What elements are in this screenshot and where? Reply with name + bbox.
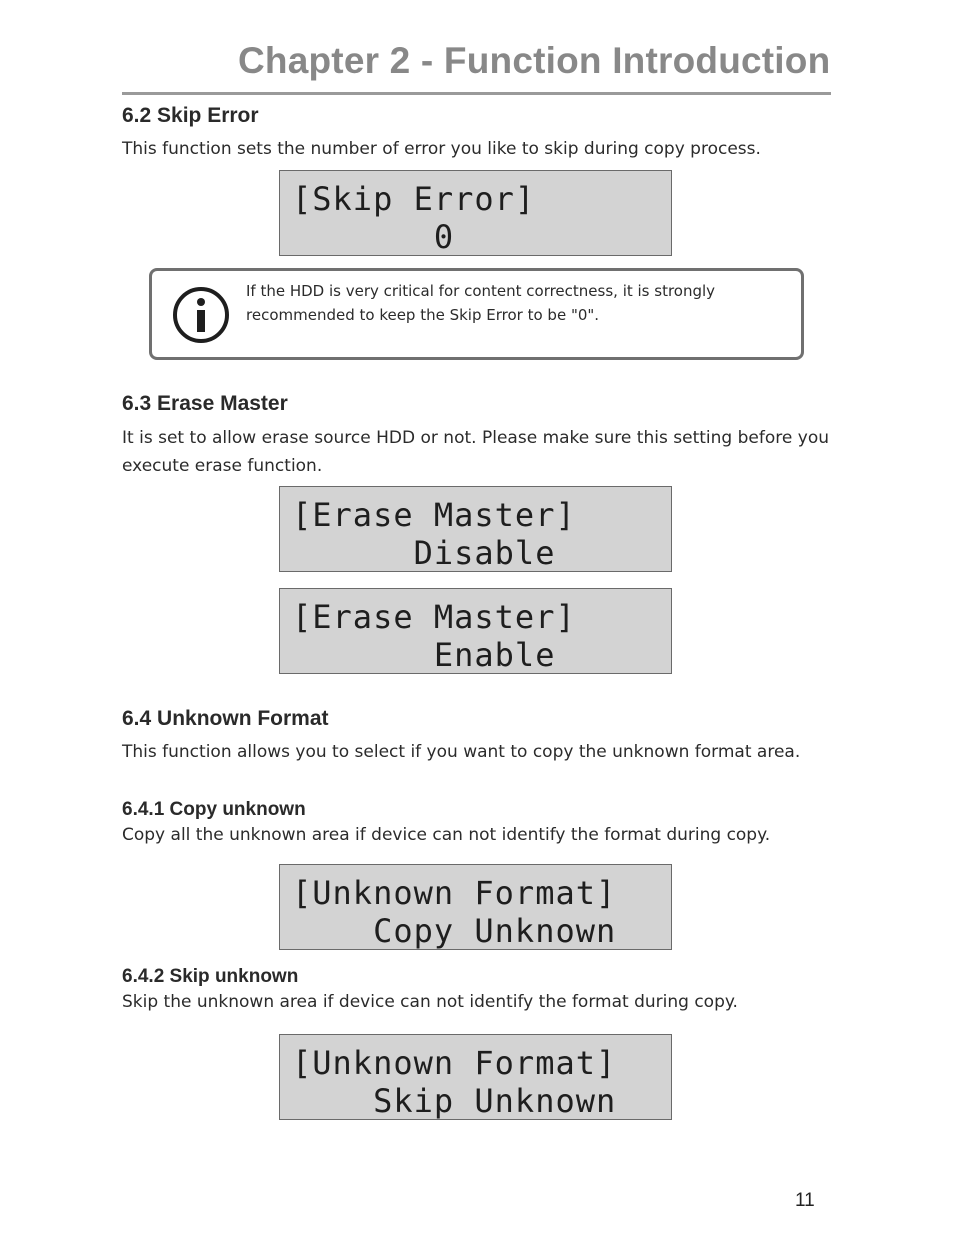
section-heading-skip-error: 6.2 Skip Error xyxy=(122,104,259,127)
skip-unknown-description: Skip the unknown area if device can not identify the format during copy. xyxy=(122,992,738,1012)
page-number: 11 xyxy=(795,1190,815,1211)
subsection-heading-copy-unknown: 6.4.1 Copy unknown xyxy=(122,799,306,820)
lcd-line-1: [Erase Master] xyxy=(292,598,576,636)
lcd-line-1: [Erase Master] xyxy=(292,496,576,534)
erase-master-description: It is set to allow erase source HDD or not. Please make sure this setting before you execute erase function. xyxy=(122,428,829,476)
lcd-line-1: [Skip Error] xyxy=(292,180,536,218)
lcd-display-erase-master-enable xyxy=(279,588,672,674)
skip-error-description: This function sets the number of error you like to skip during copy process. xyxy=(122,139,761,159)
chapter-title: Chapter 2 - Function Introduction xyxy=(238,40,831,81)
subsection-heading-skip-unknown: 6.4.2 Skip unknown xyxy=(122,966,299,987)
lcd-line-2: 0 xyxy=(292,218,455,256)
lcd-display-erase-master-disable xyxy=(279,486,672,572)
lcd-line-2: Enable xyxy=(292,636,556,674)
section-heading-unknown-format: 6.4 Unknown Format xyxy=(122,707,329,730)
note-box xyxy=(149,268,804,360)
copy-unknown-description: Copy all the unknown area if device can not identify the format during copy. xyxy=(122,825,771,845)
lcd-line-2: Skip Unknown xyxy=(292,1082,617,1120)
lcd-display-copy-unknown xyxy=(279,864,672,950)
info-icon xyxy=(172,286,230,344)
note-text: If the HDD is very critical for content correctness, it is strongly recommended to keep the Skip Error to be "0". xyxy=(246,282,716,324)
section-heading-erase-master: 6.3 Erase Master xyxy=(122,392,288,415)
title-divider xyxy=(122,92,831,95)
unknown-format-description: This function allows you to select if you want to copy the unknown format area. xyxy=(122,742,801,762)
lcd-line-1: [Unknown Format] xyxy=(292,874,617,912)
lcd-line-2: Copy Unknown xyxy=(292,912,617,950)
lcd-line-2: Disable xyxy=(292,534,556,572)
lcd-line-1: [Unknown Format] xyxy=(292,1044,617,1082)
lcd-display-skip-error xyxy=(279,170,672,256)
lcd-display-skip-unknown xyxy=(279,1034,672,1120)
